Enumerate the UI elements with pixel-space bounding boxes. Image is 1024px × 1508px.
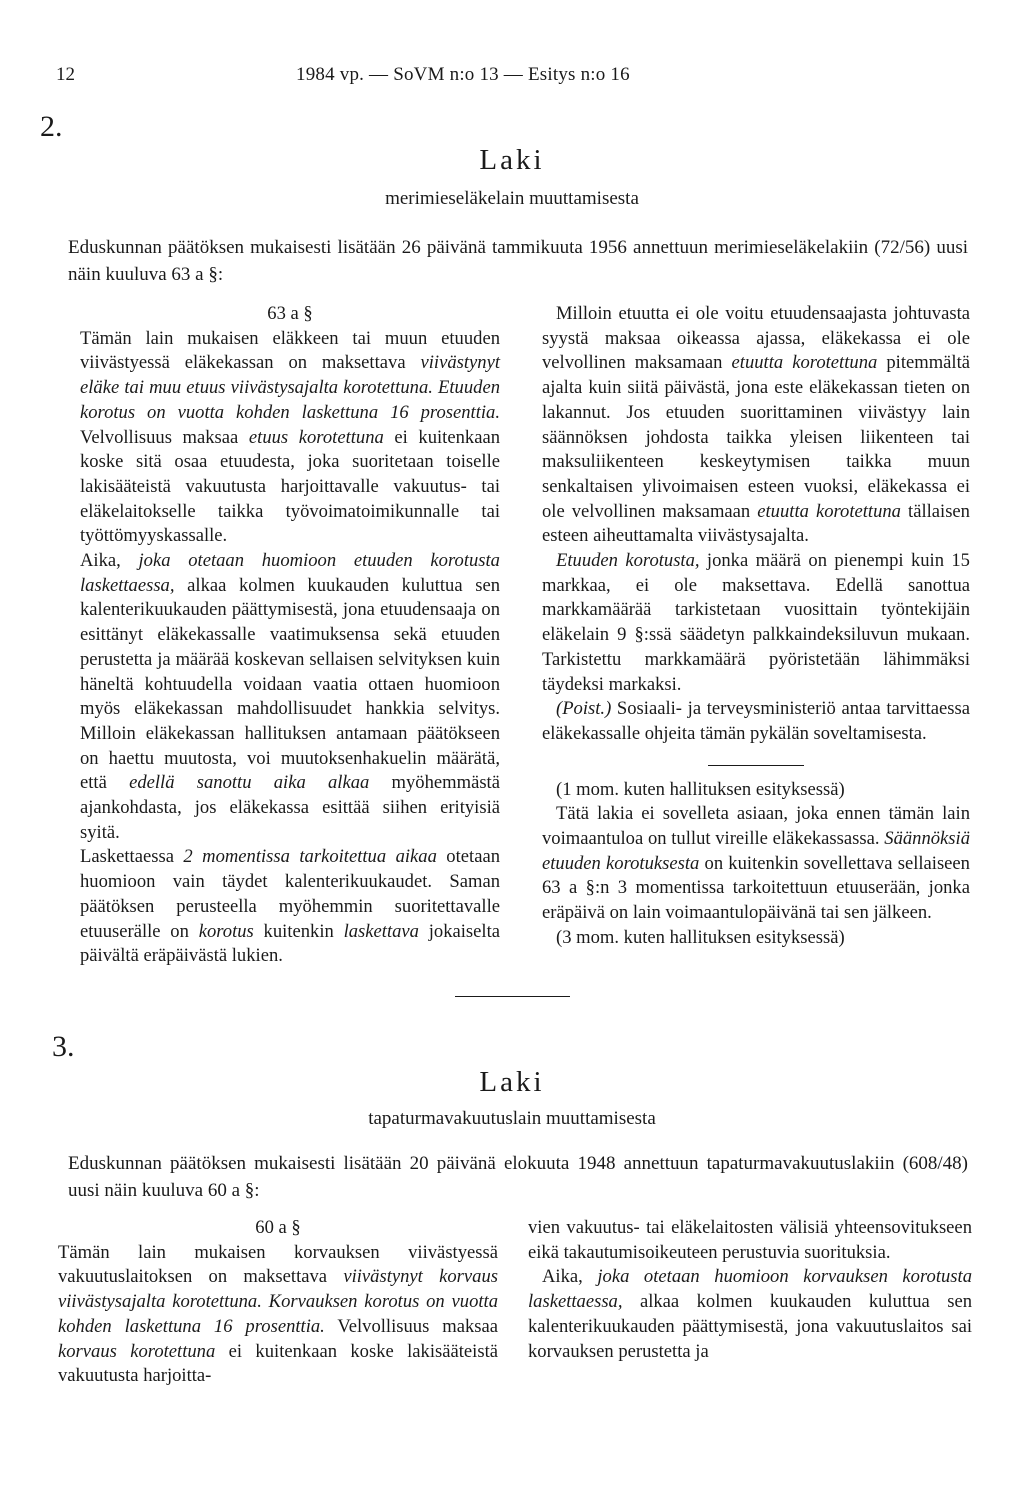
law-2-paragraph-7: Tätä lakia ei sovelleta asiaan, joka ennen tämän lain voimaantuloa on tullut vireille eläkekassassa. Säännöksiä etuuden korotuksesta on kuitenkin sovellettava sellaiseen 63 a §:n 3 momentissa tarkoitettuun etuuserään, jonka eräpäivä on lain voimaantulopäivänä tai sen jälkeen. — [542, 803, 970, 924]
law-2-paragraph-2: Aika, joka otetaan huomioon etuuden korotusta laskettaessa, alkaa kolmen kuukauden kuluttua sen kalenterikuukauden päättymisestä, jona etuudensaaja on esittänyt eläkekassalle vaatimuksensa sekä etuuden perustetta ja määrää koskevan sellaisen selvityksen kuin häneltä kohtuudella voidaan vaatia ottaen huomioon myös eläkekassan mahdollisuudet hankkia selvitys. Milloin eläkekassan hallituksen antamaan päätökseen on haettu muutosta, voi muutoksenhakuelin määrätä, että edellä sanottu aika alkaa myöhemmästä ajankohdasta, jos eläkekassa esittää siihen erityisiä syitä. — [80, 550, 500, 843]
law-3-paragraph-1: Tämän lain mukaisen korvauksen viivästyessä vakuutuslaitoksen on maksettava viivästynyt korvaus viivästysajalta korotettuna. Korvauksen korotus on vuotta kohden laskettuna 16 prosenttia. Velvollisuus maksaa korvaus korotettuna ei kuitenkaan koske lakisääteistä vakuutusta harjoitta- — [58, 1241, 498, 1387]
law-2-intro: Eduskunnan päätöksen mukaisesti lisätään 26 päivänä tammikuuta 1956 annettuun merimieseläkelakiin (72/56) uusi näin kuuluva 63 a §: — [68, 237, 968, 285]
law-3-left-column — [58, 1216, 498, 1389]
law-2-paragraph-6: (Poist.) Sosiaali- ja terveysministeriö antaa tarvittaessa eläkekassalle ohjeita tämän pykälän soveltamisesta. — [542, 698, 970, 744]
law-3-title: Laki — [479, 1066, 545, 1098]
law-2-note-1: (1 mom. kuten hallituksen esityksessä) — [556, 778, 845, 800]
law-2-paragraph-3: Laskettaessa 2 momentissa tarkoitettua aikaa otetaan huomioon vain täydet kalenterikuukaudet. Saman päätöksen perusteella myöhemmin suoritettavalle etuuserälle on korotus kuitenkin laskettava jokaiselta päivältä eräpäivästä lukien. — [80, 846, 500, 967]
law-2-subtitle: merimieseläkelain muuttamisesta — [385, 188, 639, 209]
running-header — [56, 64, 968, 90]
law-2-left-column — [80, 302, 500, 969]
law-3-section-heading: 60 a § — [255, 1217, 301, 1238]
law-3-intro: Eduskunnan päätöksen mukaisesti lisätään 20 päivänä elokuuta 1948 annettuun tapaturmavakuutuslakiin (608/48) uusi näin kuuluva 60 a §: — [68, 1153, 968, 1201]
law-divider — [455, 996, 570, 997]
law-2-note-2: (3 mom. kuten hallituksen esityksessä) — [556, 926, 845, 948]
law-2-section-heading: 63 a § — [267, 303, 313, 324]
law-3-subtitle: tapaturmavakuutuslain muuttamisesta — [368, 1108, 656, 1129]
law-3-paragraph-2: vien vakuutus- tai eläkelaitosten välisiä yhteensovitukseen eikä takautumisoikeuteen perustuvia suorituksia. — [528, 1217, 972, 1263]
law-3-paragraph-3: Aika, joka otetaan huomioon korvauksen korotusta laskettaessa, alkaa kolmen kuukauden kuluttua sen kalenterikuukauden päättymisestä, jona vakuutuslaitos sai korvauksen perustetta ja — [528, 1266, 972, 1362]
law-2-paragraph-4: Milloin etuutta ei ole voitu etuudensaajasta johtuvasta syystä maksaa oikeassa ajassa, eläkekassa ei ole velvollinen maksamaan etuutta korotettuna pitemmältä ajalta kuin siitä päivästä, jona este eläkekassan tieten on lakannut. Jos etuuden suorittaminen viivästyy lain säännöksen johdosta taikka yleisen liikenteen tai maksuliikenteen keskeytymisen taikka muun senkaltaisen ylivoimaisen esteen vuoksi, eläkekassa ei ole velvollinen maksamaan etuutta korotettuna tällaisen esteen aiheuttamalta viivästysajalta. — [542, 303, 971, 547]
law-2-number: 2. — [40, 110, 63, 143]
law-3-number: 3. — [52, 1030, 75, 1063]
section-divider-short — [708, 765, 804, 766]
page-number: 12 — [56, 64, 75, 85]
law-2-paragraph-1: Tämän lain mukaisen eläkkeen tai muun etuuden viivästyessä eläkekassan on maksettava viivästynyt eläke tai muu etuus viivästysajalta korotettuna. Etuuden korotus on vuotta kohden laskettuna 16 prosenttia. Velvollisuus maksaa etuus korotettuna ei kuitenkaan koske sitä osaa etuudesta, joka suoritetaan toiselle lakisääteistä vakuutusta harjoittavalle vakuutus- tai eläkelaitokselle taikka työvoimatoimikunnalle tai työttömyyskassalle. — [80, 327, 500, 547]
law-2-paragraph-5: Etuuden korotusta, jonka määrä on pienempi kuin 15 markkaa, ei ole maksettava. Edellä sanottua markkamäärää tarkistetaan vuosittain työntekijäin eläkelain 9 §:ssä säädetyn palkkaindeksiluvun mukaan. Tarkistettu markkamäärä pyöristetään lähimmäksi täydeksi markaksi. — [542, 550, 970, 695]
law-2-title: Laki — [479, 144, 545, 176]
law-3-right-column — [528, 1216, 972, 1364]
law-2-right-column — [542, 302, 970, 951]
running-head: 1984 vp. — SoVM n:o 13 — Esitys n:o 16 — [296, 64, 630, 85]
